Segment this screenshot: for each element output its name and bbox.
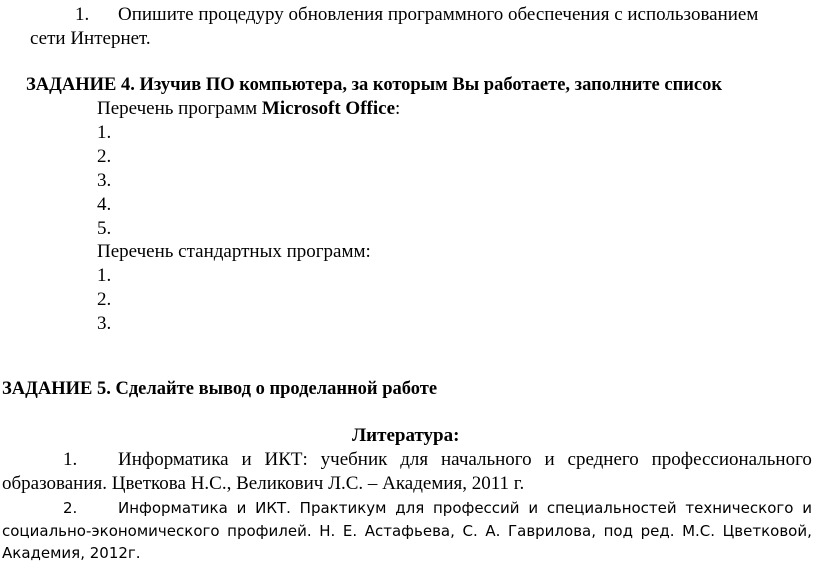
- standard-list-item: 3.: [97, 313, 112, 334]
- office-list-item: 1.: [97, 122, 112, 143]
- ref-word: учебник: [320, 449, 388, 470]
- standard-list-intro: Перечень стандартных программ:: [97, 241, 371, 262]
- ref-word: специальностей: [546, 499, 677, 517]
- standard-list-item: 1.: [97, 265, 112, 286]
- ref-word: Информатика: [118, 449, 229, 470]
- ref-word: и: [241, 449, 252, 470]
- question-1-number: 1.: [75, 4, 90, 25]
- office-product-name: Microsoft Office: [261, 98, 396, 119]
- reference-2-line3: Академия, 2012г.: [2, 544, 141, 562]
- task-5-heading: ЗАДАНИЕ 5. Сделайте вывод о проделанной работе: [2, 379, 438, 399]
- office-list-item: 4.: [97, 194, 112, 215]
- question-1-text-line1: Опишите процедуру обновления программного обеспечения с использованием: [118, 4, 759, 25]
- ref-word: Н.: [319, 522, 336, 540]
- ref-word: профессий: [432, 499, 520, 517]
- standard-list-item: 2.: [97, 289, 112, 310]
- literature-heading: Литература:: [352, 425, 460, 446]
- reference-2-number: 2.: [63, 499, 78, 517]
- ref-word: Е.: [342, 522, 358, 540]
- reference-1-number: 1.: [63, 449, 78, 470]
- ref-word: среднего: [567, 449, 639, 470]
- ref-word: для: [395, 499, 425, 517]
- reference-2-line2: [2, 520, 812, 542]
- ref-word: ред.: [640, 522, 675, 540]
- ref-word: профилей.: [227, 522, 312, 540]
- ref-word: начального: [440, 449, 532, 470]
- ref-word: Гаврилова,: [507, 522, 596, 540]
- office-list-intro: [97, 98, 400, 120]
- ref-word: ИКТ:: [264, 449, 308, 470]
- office-list-item: 5.: [97, 218, 112, 239]
- office-list-label: Перечень программ: [97, 98, 262, 119]
- ref-word: С.: [462, 522, 478, 540]
- ref-word: А.: [485, 522, 501, 540]
- ref-word: и: [802, 499, 812, 517]
- reference-1-line2: образования. Цветкова Н.С., Великович Л.С. – Академия, 2011 г.: [2, 473, 525, 494]
- reference-1-line1: [118, 449, 812, 471]
- ref-word: Цветковой,: [722, 522, 812, 540]
- ref-word: под: [603, 522, 633, 540]
- ref-word: социально-экономического: [2, 522, 220, 540]
- question-1-text-line2: сети Интернет.: [30, 28, 151, 49]
- ref-word: технического: [685, 499, 794, 517]
- ref-word: Астафьева,: [364, 522, 455, 540]
- office-list-item: 2.: [97, 146, 112, 167]
- reference-2-line1: [118, 497, 812, 519]
- ref-word: и: [544, 449, 555, 470]
- ref-word: и: [528, 499, 539, 517]
- office-list-item: 3.: [97, 170, 112, 191]
- ref-word: ИКТ.: [255, 499, 291, 517]
- ref-word: М.С.: [682, 522, 716, 540]
- office-colon: :: [395, 98, 401, 119]
- ref-word: профессионального: [651, 449, 812, 470]
- ref-word: Практикум: [299, 499, 387, 517]
- ref-word: и: [236, 499, 247, 517]
- ref-word: для: [400, 449, 429, 470]
- ref-word: Информатика: [118, 499, 228, 517]
- task-4-heading: ЗАДАНИЕ 4. Изучив ПО компьютера, за которым Вы работаете, заполните список: [26, 75, 723, 95]
